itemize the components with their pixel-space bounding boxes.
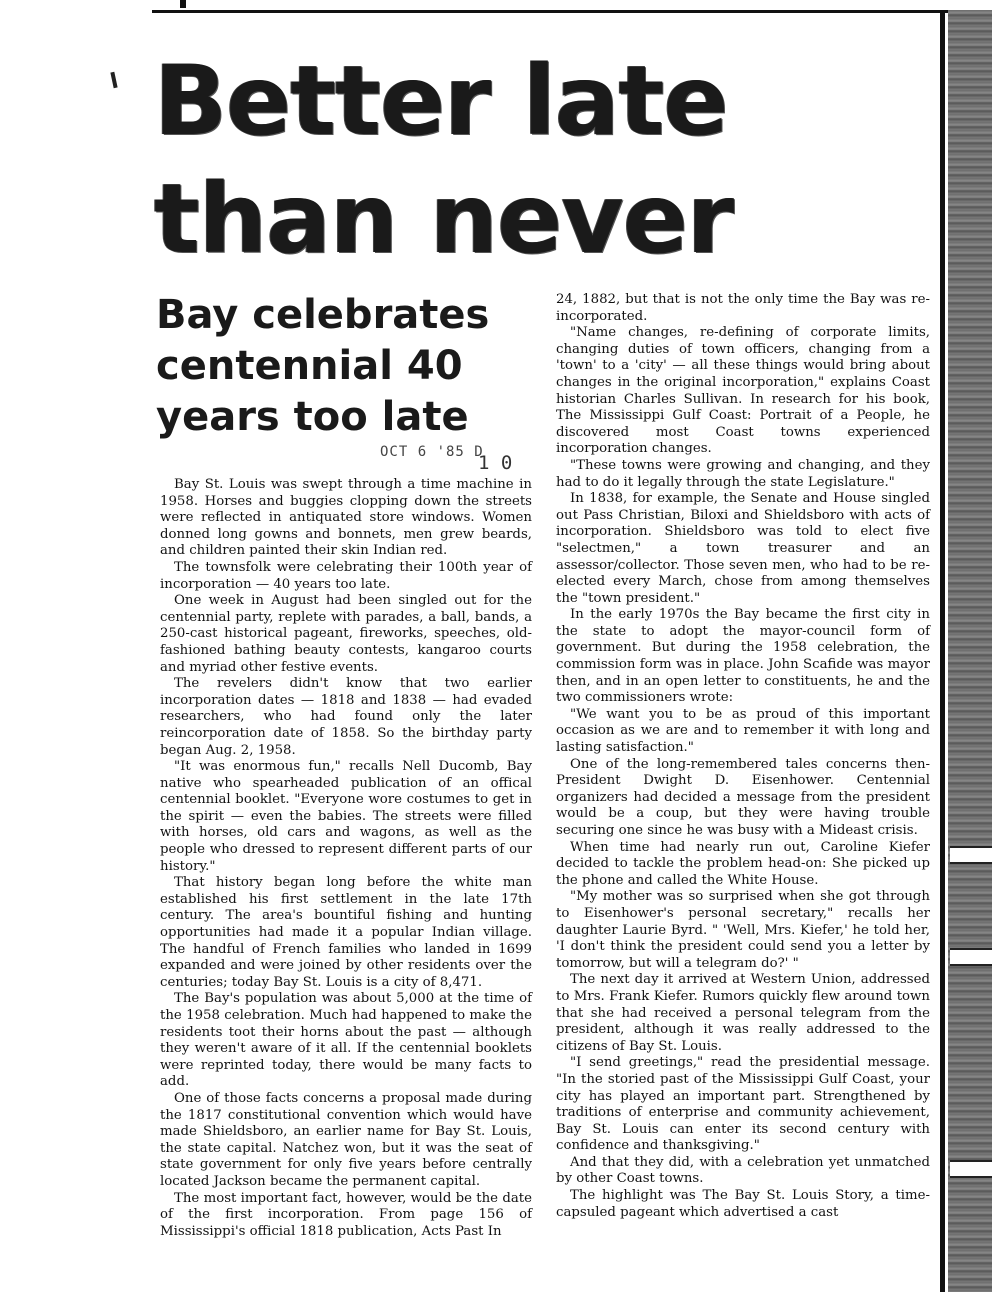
headline: Better late than never xyxy=(154,45,734,275)
article-paragraph: "These towns were growing and changing, and they had to do it legally through the state Legislature." xyxy=(556,457,930,490)
clipping-right-rule xyxy=(940,10,945,1292)
article-paragraph: "It was enormous fun," recalls Nell Ducomb, Bay native who spearheaded publication of an offical centennial booklet. "Everyone wore costumes to get in the spirit — even the babies. The streets were filled with horses, old cars and wagons, as well as the people who dressed to represent different parts of our history." xyxy=(160,759,532,874)
article-paragraph: One of those facts concerns a proposal made during the 1817 constitutional convention which would have made Shieldsboro, an earlier name for Bay St. Louis, the state capital. Natchez won, but it was the seat of state government for only five years before centrally located Jackson became the permanent capital. xyxy=(160,1090,532,1189)
article-paragraph: And that they did, with a celebration yet unmatched by other Coast towns. xyxy=(556,1154,930,1187)
article-paragraph: The Bay's population was about 5,000 at the time of the 1958 celebration. Much had happened to make the residents toot their horns about the past — although they weren't aware of it all. If the centennial booklets were reprinted today, there would be many facts to add. xyxy=(160,991,532,1090)
page-code: 1 0 xyxy=(478,452,513,474)
article-paragraph-continued: 24, 1882, but that is not the only time the Bay was re-incorporated. xyxy=(556,292,930,324)
article-right-column xyxy=(556,292,930,1221)
subheadline: Bay celebrates centennial 40 years too late xyxy=(156,292,490,440)
article-paragraph: The highlight was The Bay St. Louis Story, a time-capsuled pageant which advertised a cast xyxy=(556,1188,930,1220)
article-paragraph: That history began long before the white man established his first settlement in the late 17th century. The area's bountiful fishing and hunting opportunities had made it a popular Indian village. The handful of French families who landed in 1699 expanded and were joined by other residents over the centuries; today Bay St. Louis is a city of 8,471. xyxy=(160,875,532,990)
binder-tab xyxy=(950,846,992,864)
clipping-top-rule xyxy=(152,10,952,13)
binder-tab xyxy=(950,948,992,966)
article-paragraph: "Name changes, re-defining of corporate limits, changing duties of town officers, changing from a 'town' to a 'city' — all these things would bring about changes in the original incorporation," explains Coast historian Charles Sullivan. In research for his book, The Mississippi Gulf Coast: Portrait of a People, he discovered most Coast towns experienced incorporation changes. xyxy=(556,325,930,457)
article-paragraph: The revelers didn't know that two earlier incorporation dates — 1818 and 1838 — had evaded researchers, who had found only the later reincorporation date of 1858. So the birthday party began Aug. 2, 1958. xyxy=(160,676,532,758)
article-paragraph: Bay St. Louis was swept through a time machine in 1958. Horses and buggies clopping down the streets were reflected in antiquated store windows. Women donned long gowns and bonnets, men grew beards, and children painted their skin Indian red. xyxy=(160,477,532,559)
article-paragraph: The next day it arrived at Western Union, addressed to Mrs. Frank Kiefer. Rumors quickly flew around town that she had received a personal telegram from the president, although it was really addressed to the citizens of Bay St. Louis. xyxy=(556,972,930,1054)
date-stamp: OCT 6 '85 D xyxy=(380,444,484,460)
article-paragraph: "We want you to be as proud of this important occasion as we are and to remember it with long and lasting satisfaction." xyxy=(556,706,930,756)
article-paragraph: One of the long-remembered tales concerns then-President Dwight D. Eisenhower. Centennial organizers had decided a message from the president would be a coup, but they were having trouble securing one since he was busy with a Mideast crisis. xyxy=(556,756,930,838)
scan-mark xyxy=(180,0,186,8)
article-left-column xyxy=(160,477,532,1240)
article-paragraph: The most important fact, however, would be the date of the first incorporation. From page 156 of Mississippi's official 1818 publication, Acts Past In xyxy=(160,1190,532,1239)
binder-tab xyxy=(950,1160,992,1178)
article-paragraph: When time had nearly run out, Caroline Kiefer decided to tackle the problem head-on: She picked up the phone and called the White House. xyxy=(556,839,930,888)
article-paragraph: One week in August had been singled out for the centennial party, replete with parades, a ball, bands, a 250-cast historical pageant, fireworks, speeches, old-fashioned bathing beauty contests, kangaroo courts and myriad other festive events. xyxy=(160,593,532,675)
scan-edge-shadow xyxy=(948,10,992,1292)
article-paragraph: The townsfolk were celebrating their 100th year of incorporation — 40 years too late. xyxy=(160,559,532,592)
stray-mark xyxy=(110,72,117,88)
article-paragraph: "I send greetings," read the presidential message. "In the storied past of the Mississippi Gulf Coast, your city has played an important part. Strengthened by traditions of enterprise and community achievement, Bay St. Louis can enter its second century with confidence and thanksgiving." xyxy=(556,1055,930,1154)
article-paragraph: "My mother was so surprised when she got through to Eisenhower's personal secretary," recalls her daughter Laurie Byrd. " 'Well, Mrs. Kiefer,' he told her, 'I don't think the president could send you a letter by tomorrow, but will a telegram do?' " xyxy=(556,889,930,971)
article-paragraph: In the early 1970s the Bay became the first city in the state to adopt the mayor-council form of government. But during the 1958 celebration, the commission form was in place. John Scafide was mayor then, and in an open letter to constituents, he and the two commissioners wrote: xyxy=(556,607,930,706)
article-paragraph: In 1838, for example, the Senate and House singled out Pass Christian, Biloxi and Shieldsboro with acts of incorporation. Shieldsboro was told to elect five "selectmen," a town treasurer and an assessor/collector. Those seven men, who had to be re-elected every March, chose from among themselves the "town president." xyxy=(556,491,930,606)
